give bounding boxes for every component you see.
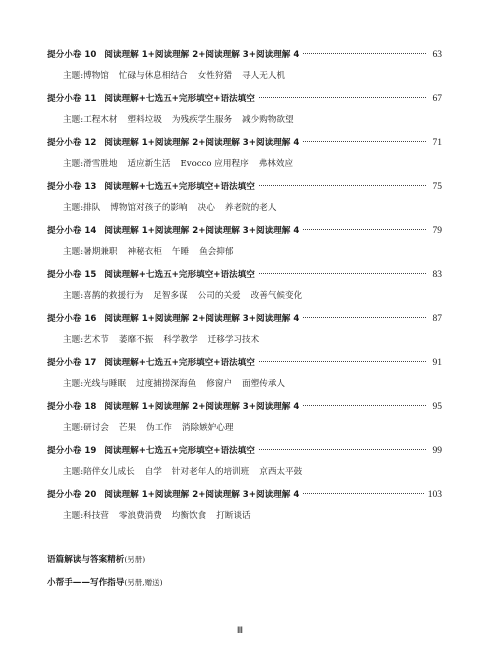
toc-entry-label: 提分小卷 16 [47, 314, 97, 324]
topics-prefix: 主题: [63, 511, 84, 521]
topic-item: 养老院的老人 [224, 203, 277, 213]
toc-entry-label: 提分小卷 18 [47, 402, 97, 412]
toc-entry-label: 提分小卷 14 [47, 226, 97, 236]
toc-entry-label: 提分小卷 20 [47, 490, 97, 500]
toc-entry-title-line [47, 269, 442, 281]
topic-item: 午睡 [171, 247, 190, 257]
dot-leader [259, 273, 426, 274]
topic-item: 博物馆 [83, 71, 109, 81]
dot-leader [259, 185, 426, 186]
topic-item: 过度捕捞深海鱼 [136, 379, 197, 389]
toc-entry[interactable] [47, 489, 442, 521]
toc-entry-label: 提分小卷 15 [47, 270, 97, 280]
toc-entry-title-line [47, 137, 442, 149]
dot-leader [303, 317, 426, 318]
toc-entry-description: 阅读理解 1+阅读理解 2+阅读理解 3+阅读理解 4 [104, 490, 300, 500]
dot-leader [303, 405, 426, 406]
topic-item: 决心 [197, 203, 215, 213]
toc-entry-page-number: 63 [432, 50, 442, 60]
toc-entry-page-number: 99 [432, 446, 442, 456]
topic-item: 面塑传承人 [242, 379, 286, 389]
topic-item: 博物馆对孩子的影响 [110, 203, 188, 213]
toc-entry-topics [63, 510, 251, 522]
toc-entry-title-line [47, 445, 442, 457]
dot-leader [259, 361, 426, 362]
topic-item: 暑期兼职 [83, 247, 118, 257]
toc-entry-title-line [47, 489, 442, 501]
toc-entry-page-number: 103 [427, 490, 442, 500]
toc-entry-topics [63, 158, 293, 170]
analysis-title: 语篇解读与答案精析 [47, 555, 125, 565]
topic-item: 滑雪胜地 [83, 159, 118, 169]
toc-entry-page-number: 83 [432, 270, 442, 280]
topic-item: 零浪费消费 [118, 511, 162, 521]
toc-entry-title-line [47, 225, 442, 237]
topics-prefix: 主题: [63, 291, 84, 301]
toc-entry-page-number: 71 [432, 138, 442, 148]
toc-entry-description: 阅读理解 1+阅读理解 2+阅读理解 3+阅读理解 4 [104, 138, 300, 148]
topic-item: Evocco 应用程序 [180, 159, 249, 169]
toc-entry-description: 阅读理解+七选五+完形填空+语法填空 [104, 182, 255, 192]
dot-leader [303, 493, 423, 494]
topic-item: 研讨会 [83, 423, 109, 433]
topic-item: 修窗户 [206, 379, 233, 389]
toc-entry-title-line [47, 357, 442, 369]
topic-item: 弗林效应 [258, 159, 294, 169]
toc-entry-topics [63, 202, 276, 214]
topic-item: 光线与睡眠 [83, 379, 127, 389]
page-number: Ⅲ [236, 625, 244, 635]
topic-item: 减少购物欲望 [242, 115, 294, 125]
toc-entry-page-number: 67 [432, 94, 442, 104]
toc-entry-page-number: 95 [432, 402, 442, 412]
topic-item: 打断谈话 [216, 511, 251, 521]
toc-entry[interactable] [47, 445, 442, 477]
topic-item: 寻人无人机 [242, 71, 286, 81]
toc-entry-label: 提分小卷 13 [47, 182, 97, 192]
topic-item: 为残疾学生服务 [171, 115, 233, 125]
topics-prefix: 主题: [63, 423, 84, 433]
topic-item: 工程木材 [83, 115, 118, 125]
topic-item: 适应新生活 [127, 159, 171, 169]
toc-entry-topics [63, 246, 233, 258]
toc-entry-topics [63, 70, 285, 82]
topic-item: 女性狩猎 [197, 71, 233, 81]
toc-entry-description: 阅读理解 1+阅读理解 2+阅读理解 3+阅读理解 4 [104, 50, 300, 60]
toc-entry-title-line [47, 181, 442, 193]
helper-title: 小帮手——写作指导 [47, 578, 125, 588]
toc-entry-label: 提分小卷 10 [47, 50, 97, 60]
topics-prefix: 主题: [63, 71, 84, 81]
toc-entry-page-number: 79 [432, 226, 442, 236]
toc-entry-label: 提分小卷 17 [47, 358, 97, 368]
dot-leader [303, 141, 426, 142]
toc-entry-description: 阅读理解 1+阅读理解 2+阅读理解 3+阅读理解 4 [104, 314, 300, 324]
toc-entry[interactable] [47, 137, 442, 169]
toc-entry-title-line [47, 93, 442, 105]
toc-entry[interactable] [47, 401, 442, 433]
topic-item: 伪工作 [146, 423, 172, 433]
toc-entry-title-line [47, 401, 442, 413]
toc-entry-description: 阅读理解 1+阅读理解 2+阅读理解 3+阅读理解 4 [104, 402, 300, 412]
topic-item: 忙碌与休息相结合 [118, 71, 188, 81]
toc-entry[interactable] [47, 181, 442, 213]
topic-item: 消除嫉妒心理 [181, 423, 234, 433]
topics-prefix: 主题: [63, 467, 84, 477]
topic-item: 鱼会抑郁 [199, 247, 234, 257]
toc-entry-description: 阅读理解+七选五+完形填空+语法填空 [104, 94, 255, 104]
toc-entry-description: 阅读理解+七选五+完形填空+语法填空 [104, 358, 255, 368]
toc-entry[interactable] [47, 93, 442, 125]
topic-item: 足智多谋 [153, 291, 188, 301]
topic-item: 针对老年人的培训班 [171, 467, 250, 477]
topic-item: 改善气候变化 [250, 291, 303, 301]
dot-leader [303, 229, 426, 230]
toc-entry-label: 提分小卷 19 [47, 446, 97, 456]
analysis-section [47, 554, 145, 566]
topic-item: 塑料垃圾 [127, 115, 162, 125]
topic-item: 自学 [144, 467, 162, 477]
helper-note: (另册,赠送) [124, 578, 163, 587]
analysis-note: (另册) [124, 555, 146, 564]
toc-entry-page-number: 87 [432, 314, 442, 324]
topics-prefix: 主题: [63, 159, 84, 169]
toc-entry-topics [63, 290, 302, 302]
topics-prefix: 主题: [63, 247, 84, 257]
topic-item: 排队 [83, 203, 101, 213]
topic-item: 神秘衣柜 [127, 247, 162, 257]
toc-entry-description: 阅读理解 1+阅读理解 2+阅读理解 3+阅读理解 4 [104, 226, 300, 236]
toc-entry[interactable] [47, 357, 442, 389]
topic-item: 京西太平鼓 [259, 467, 303, 477]
toc-entry-label: 提分小卷 11 [47, 94, 97, 104]
topics-prefix: 主题: [63, 203, 84, 213]
toc-entry-page-number: 75 [432, 182, 442, 192]
topic-item: 陪伴女儿成长 [83, 467, 135, 477]
toc-entry-topics [63, 422, 233, 434]
toc-entry[interactable] [47, 225, 442, 257]
toc-entry[interactable] [47, 313, 442, 345]
toc-entry-topics [63, 466, 302, 478]
topics-prefix: 主题: [63, 379, 84, 389]
dot-leader [259, 97, 426, 98]
toc-entry-title-line [47, 313, 442, 325]
toc-entry-topics [63, 114, 294, 126]
topic-item: 艺术节 [83, 335, 109, 345]
topic-item: 公司的关爱 [197, 291, 241, 301]
topic-item: 均衡饮食 [171, 511, 207, 521]
helper-section [47, 577, 163, 589]
toc-entry-label: 提分小卷 12 [47, 138, 97, 148]
toc-entry-page-number: 91 [432, 358, 442, 368]
topic-item: 科技营 [83, 511, 109, 521]
topic-item: 萎靡不振 [118, 335, 154, 345]
topics-prefix: 主题: [63, 115, 84, 125]
topic-item: 喜鹊的救援行为 [83, 291, 144, 301]
toc-entry-title-line [47, 49, 442, 61]
toc-entry-topics [63, 378, 285, 390]
topic-item: 芒果 [118, 423, 137, 433]
dot-leader [259, 449, 426, 450]
toc-entry-topics [63, 334, 259, 346]
toc-entry[interactable] [47, 269, 442, 301]
topics-prefix: 主题: [63, 335, 84, 345]
dot-leader [303, 53, 426, 54]
topic-item: 迁移学习技术 [207, 335, 260, 345]
toc-entry[interactable] [47, 49, 442, 81]
topic-item: 科学教学 [163, 335, 198, 345]
toc-entry-description: 阅读理解+七选五+完形填空+语法填空 [104, 446, 255, 456]
toc-entry-description: 阅读理解+七选五+完形填空+语法填空 [104, 270, 255, 280]
